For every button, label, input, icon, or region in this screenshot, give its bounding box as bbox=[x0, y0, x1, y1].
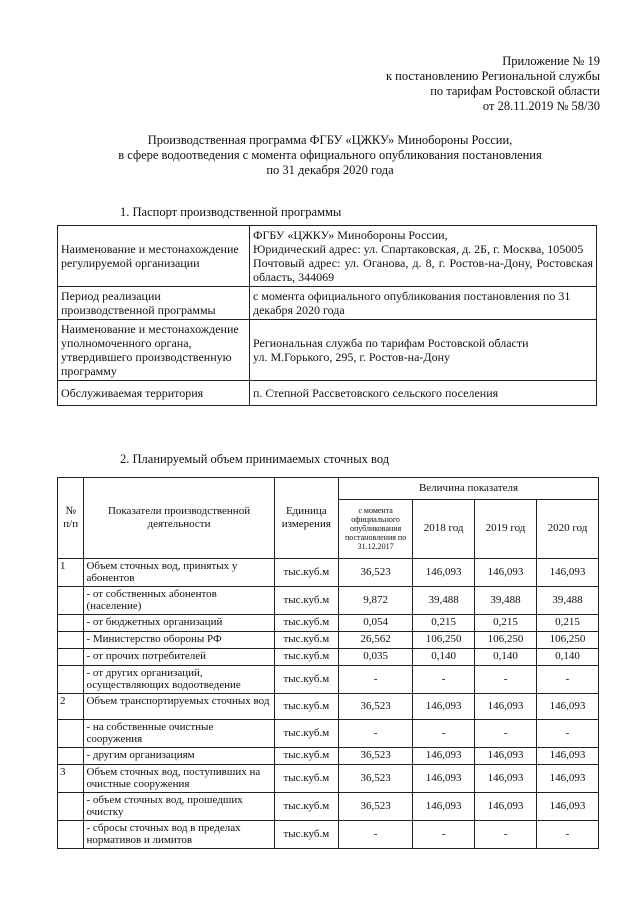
row-value: 0,140 bbox=[475, 648, 537, 665]
row-unit: тыс.куб.м bbox=[274, 747, 338, 764]
passport-value-line: Почтовый адрес: ул. Оганова, д. 8, г. Ростов-на-Дону, Ростовская область, 344069 bbox=[253, 256, 593, 284]
title-line: Производственная программа ФГБУ «ЦЖКУ» Минобороны России, bbox=[147, 133, 513, 147]
passport-value bbox=[250, 226, 597, 287]
row-value: 36,523 bbox=[339, 693, 413, 719]
row-indicator: Объем сточных вод, поступивших на очистные сооружения bbox=[84, 764, 274, 792]
row-value: 0,215 bbox=[413, 614, 475, 631]
row-indicator: - от бюджетных организаций bbox=[84, 614, 274, 631]
header-year-2020: 2020 год bbox=[537, 499, 599, 558]
row-value: 106,250 bbox=[413, 631, 475, 648]
row-value: 146,093 bbox=[537, 792, 599, 820]
row-unit: тыс.куб.м bbox=[274, 631, 338, 648]
passport-label: Наименование и местонахождение регулируемой организации bbox=[58, 226, 250, 287]
appendix-header bbox=[386, 54, 600, 114]
row-value: 0,140 bbox=[413, 648, 475, 665]
row-value: 146,093 bbox=[413, 792, 475, 820]
header-year-2018: 2018 год bbox=[413, 499, 475, 558]
row-value: 39,488 bbox=[475, 586, 537, 614]
row-value: 36,523 bbox=[339, 792, 413, 820]
row-unit: тыс.куб.м bbox=[274, 665, 338, 693]
row-value: - bbox=[339, 665, 413, 693]
row-unit: тыс.куб.м bbox=[274, 648, 338, 665]
row-value: 0,215 bbox=[537, 614, 599, 631]
row-number: 1 bbox=[58, 558, 84, 586]
row-unit: тыс.куб.м bbox=[274, 792, 338, 820]
document-title bbox=[80, 133, 580, 178]
row-value: 146,093 bbox=[537, 764, 599, 792]
volume-table-body bbox=[58, 558, 599, 848]
row-number: 3 bbox=[58, 764, 84, 792]
row-value: - bbox=[537, 820, 599, 848]
header-period-initial: с момента официального опубликования постановления по 31.12.2017 bbox=[339, 499, 413, 558]
table-row bbox=[58, 586, 599, 614]
passport-row bbox=[58, 226, 597, 287]
passport-row bbox=[58, 287, 597, 320]
passport-value bbox=[250, 320, 597, 381]
table-row bbox=[58, 614, 599, 631]
passport-row bbox=[58, 381, 597, 406]
row-indicator: - от других организаций, осуществляющих водоотведение bbox=[84, 665, 274, 693]
header-indicator: Показатели производственной деятельности bbox=[84, 478, 274, 559]
row-value: - bbox=[475, 719, 537, 747]
row-unit: тыс.куб.м bbox=[274, 820, 338, 848]
section-heading-passport: 1. Паспорт производственной программы bbox=[120, 205, 342, 219]
row-value: 146,093 bbox=[475, 747, 537, 764]
row-value: - bbox=[475, 665, 537, 693]
table-row bbox=[58, 558, 599, 586]
row-value: 39,488 bbox=[413, 586, 475, 614]
row-number bbox=[58, 820, 84, 848]
header-value: Величина показателя bbox=[339, 478, 599, 500]
row-value: 36,523 bbox=[339, 558, 413, 586]
row-value: 36,523 bbox=[339, 747, 413, 764]
table-row bbox=[58, 792, 599, 820]
passport-value-line: Юридический адрес: ул. Спартаковская, д. 2Б, г. Москва, 105005 bbox=[253, 242, 584, 256]
passport-value-line: Региональная служба по тарифам Ростовской области bbox=[253, 336, 529, 350]
row-number bbox=[58, 665, 84, 693]
table-row bbox=[58, 693, 599, 719]
row-value: 26,562 bbox=[339, 631, 413, 648]
row-value: 146,093 bbox=[537, 747, 599, 764]
row-unit: тыс.куб.м bbox=[274, 586, 338, 614]
row-value: 146,093 bbox=[413, 747, 475, 764]
row-value: 146,093 bbox=[537, 558, 599, 586]
row-indicator: - объем сточных вод, прошедших очистку bbox=[84, 792, 274, 820]
row-value: 39,488 bbox=[537, 586, 599, 614]
row-value: - bbox=[537, 719, 599, 747]
row-number bbox=[58, 792, 84, 820]
row-unit: тыс.куб.м bbox=[274, 764, 338, 792]
passport-value: п. Степной Рассветовского сельского поселения bbox=[250, 381, 597, 406]
row-value: 146,093 bbox=[475, 558, 537, 586]
row-value: 146,093 bbox=[475, 764, 537, 792]
row-value: - bbox=[413, 665, 475, 693]
row-value: 146,093 bbox=[475, 693, 537, 719]
row-value: 0,035 bbox=[339, 648, 413, 665]
table-row bbox=[58, 764, 599, 792]
row-value: 0,054 bbox=[339, 614, 413, 631]
row-unit: тыс.куб.м bbox=[274, 693, 338, 719]
row-value: - bbox=[413, 719, 475, 747]
section-heading-volume: 2. Планируемый объем принимаемых сточных вод bbox=[120, 452, 390, 466]
row-value: 146,093 bbox=[413, 764, 475, 792]
row-unit: тыс.куб.м bbox=[274, 719, 338, 747]
row-indicator: Объем транспортируемых сточных вод bbox=[84, 693, 274, 719]
row-value: 146,093 bbox=[537, 693, 599, 719]
volume-table bbox=[57, 477, 599, 849]
table-row bbox=[58, 719, 599, 747]
appendix-line: от 28.11.2019 № 58/30 bbox=[482, 99, 600, 113]
row-number: 2 bbox=[58, 693, 84, 719]
row-value: 106,250 bbox=[537, 631, 599, 648]
appendix-line: к постановлению Региональной службы bbox=[385, 69, 600, 83]
row-indicator: Объем сточных вод, принятых у абонентов bbox=[84, 558, 274, 586]
passport-value-line: ФГБУ «ЦЖКУ» Минобороны России, bbox=[253, 228, 448, 242]
row-number bbox=[58, 747, 84, 764]
row-unit: тыс.куб.м bbox=[274, 558, 338, 586]
volume-header-row bbox=[58, 478, 599, 500]
row-value: - bbox=[339, 820, 413, 848]
row-unit: тыс.куб.м bbox=[274, 614, 338, 631]
row-value: - bbox=[413, 820, 475, 848]
row-number bbox=[58, 719, 84, 747]
title-line: по 31 декабря 2020 года bbox=[266, 163, 394, 177]
row-indicator: - от прочих потребителей bbox=[84, 648, 274, 665]
row-number bbox=[58, 614, 84, 631]
passport-table bbox=[57, 225, 597, 406]
table-row bbox=[58, 665, 599, 693]
row-value: 0,215 bbox=[475, 614, 537, 631]
passport-value: с момента официального опубликования постановления по 31 декабря 2020 года bbox=[250, 287, 597, 320]
passport-label: Период реализации производственной программы bbox=[58, 287, 250, 320]
table-row bbox=[58, 648, 599, 665]
row-value: - bbox=[475, 820, 537, 848]
row-value: 36,523 bbox=[339, 764, 413, 792]
table-row bbox=[58, 820, 599, 848]
row-indicator: - другим организациям bbox=[84, 747, 274, 764]
row-number bbox=[58, 586, 84, 614]
header-number: № п/п bbox=[58, 478, 84, 559]
row-value: 9,872 bbox=[339, 586, 413, 614]
row-indicator: - сбросы сточных вод в пределах нормативов и лимитов bbox=[84, 820, 274, 848]
row-value: 146,093 bbox=[475, 792, 537, 820]
row-indicator: - от собственных абонентов (население) bbox=[84, 586, 274, 614]
appendix-line: по тарифам Ростовской области bbox=[430, 84, 600, 98]
table-row bbox=[58, 631, 599, 648]
row-value: - bbox=[339, 719, 413, 747]
passport-row bbox=[58, 320, 597, 381]
header-year-2019: 2019 год bbox=[475, 499, 537, 558]
row-value: - bbox=[537, 665, 599, 693]
passport-value-line: ул. М.Горького, 295, г. Ростов-на-Дону bbox=[253, 350, 450, 364]
row-value: 106,250 bbox=[475, 631, 537, 648]
row-number bbox=[58, 631, 84, 648]
row-number bbox=[58, 648, 84, 665]
header-unit: Единица измерения bbox=[274, 478, 338, 559]
passport-label: Наименование и местонахождение уполномоченного органа, утвердившего производственную программу bbox=[58, 320, 250, 381]
row-indicator: - на собственные очистные сооружения bbox=[84, 719, 274, 747]
row-value: 146,093 bbox=[413, 693, 475, 719]
title-line: в сфере водоотведения с момента официального опубликования постановления bbox=[118, 148, 542, 162]
table-row bbox=[58, 747, 599, 764]
row-value: 0,140 bbox=[537, 648, 599, 665]
row-value: 146,093 bbox=[413, 558, 475, 586]
appendix-line: Приложение № 19 bbox=[502, 54, 600, 68]
row-indicator: - Министерство обороны РФ bbox=[84, 631, 274, 648]
passport-label: Обслуживаемая территория bbox=[58, 381, 250, 406]
